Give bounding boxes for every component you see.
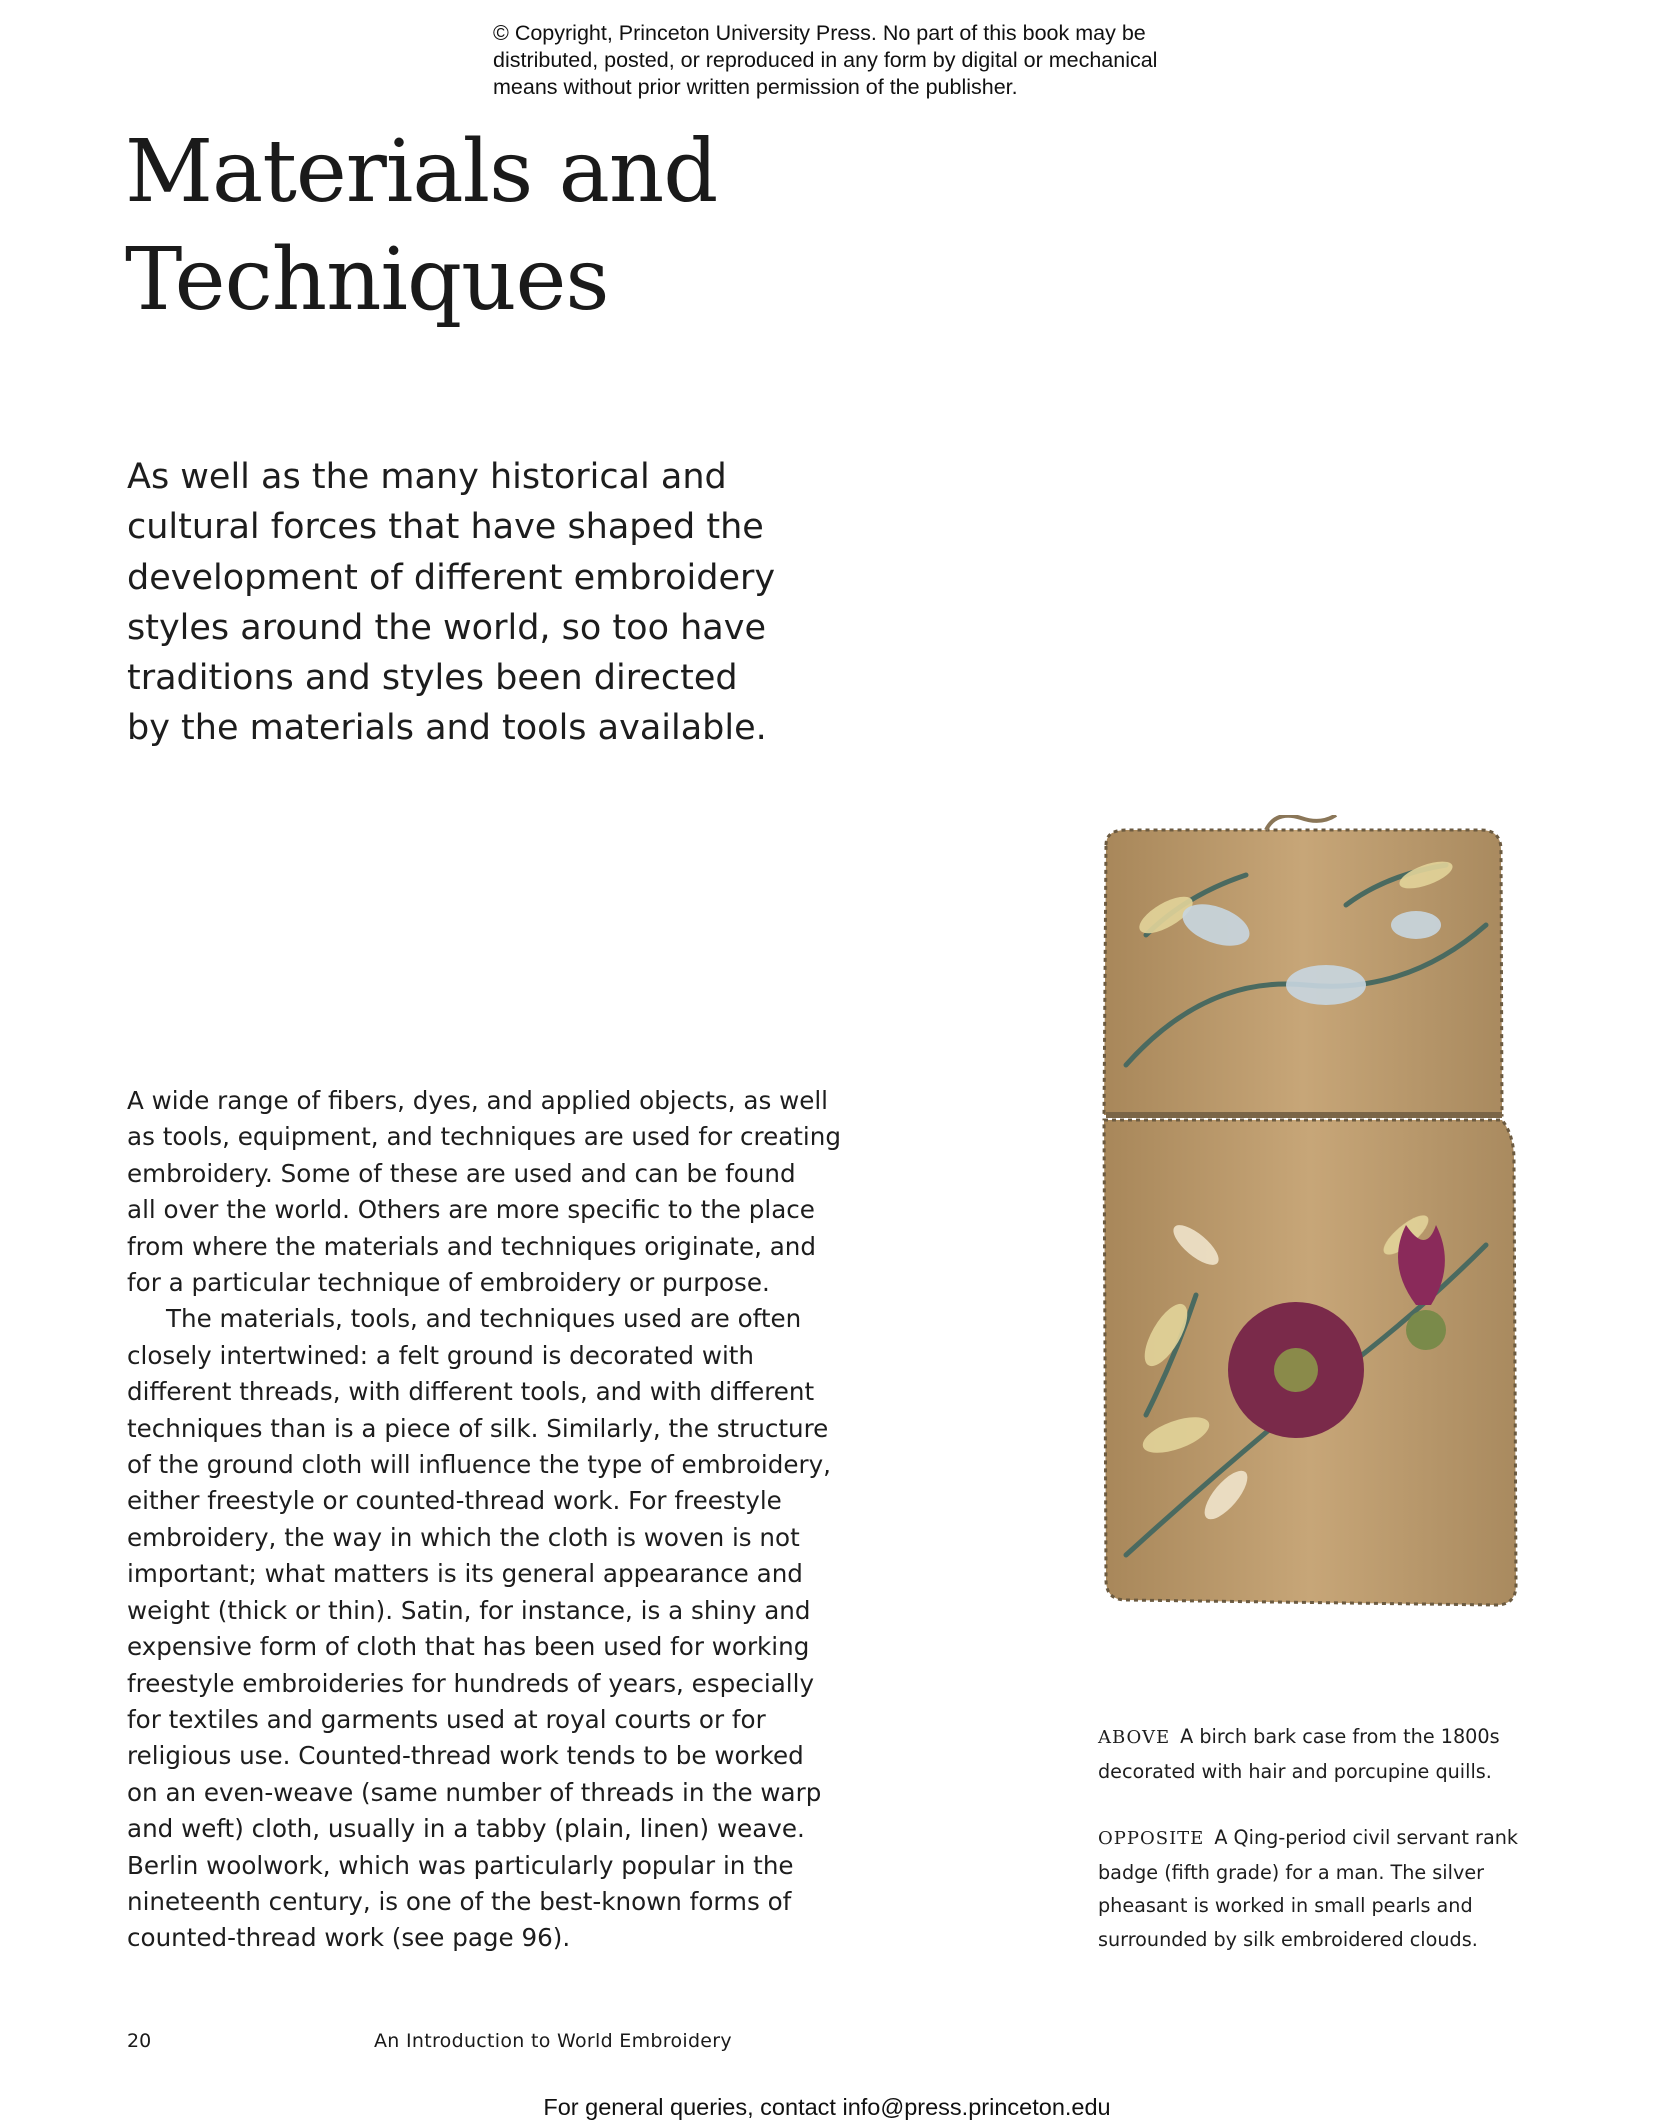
body-line: expensive form of cloth that has been used for working — [127, 1632, 810, 1662]
title-line: Techniques — [125, 230, 609, 330]
copyright-line: distributed, posted, or reproduced in any form by digital or mechanical — [493, 48, 1158, 72]
caption-line: A Qing-period civil servant rank — [1214, 1826, 1518, 1849]
body-line: different threads, with different tools, and with different — [127, 1377, 815, 1407]
lead-line: traditions and styles been directed — [127, 658, 738, 699]
body-line: embroidery, the way in which the cloth is woven is not — [127, 1522, 800, 1552]
caption-opposite — [1098, 1821, 1518, 1956]
caption-label: ABOVE — [1098, 1727, 1171, 1748]
body-text — [127, 1083, 841, 1957]
body-line: for textiles and garments used at royal courts or for — [127, 1704, 766, 1734]
body-line: counted-thread work (see page 96). — [127, 1923, 571, 1953]
copyright-line: © Copyright, Princeton University Press. No part of this book may be — [493, 21, 1146, 45]
title-line: Materials and — [125, 122, 718, 222]
contact-notice: For general queries, contact info@press.princeton.edu — [543, 2094, 1111, 2120]
body-line: all over the world. Others are more specific to the place — [127, 1195, 815, 1225]
lead-line: As well as the many historical and — [127, 457, 727, 497]
body-line: weight (thick or thin). Satin, for instance, is a shiny and — [127, 1595, 811, 1625]
caption-above — [1098, 1720, 1500, 1788]
body-line: either freestyle or counted-thread work. For freestyle — [127, 1486, 782, 1516]
body-line: Berlin woolwork, which was particularly popular in the — [127, 1850, 794, 1880]
body-line: from where the materials and techniques originate, and — [127, 1231, 816, 1261]
caption-line: decorated with hair and porcupine quills. — [1098, 1759, 1492, 1783]
body-line: nineteenth century, is one of the best-known forms of — [127, 1886, 792, 1916]
birch-bark-case-photo — [1086, 815, 1518, 1615]
body-line: A wide range of fibers, dyes, and applied objects, as well — [127, 1086, 828, 1115]
caption-line: surrounded by silk embroidered clouds. — [1098, 1927, 1478, 1951]
body-line: for a particular technique of embroidery or purpose. — [127, 1268, 770, 1298]
page-number: 20 — [127, 2030, 152, 2052]
chapter-title — [125, 118, 717, 334]
body-line: religious use. Counted-thread work tends to be worked — [127, 1741, 804, 1771]
lead-line: cultural forces that have shaped the — [127, 507, 764, 548]
lead-line: by the materials and tools available. — [127, 708, 767, 749]
caption-label: OPPOSITE — [1098, 1828, 1205, 1849]
body-line: embroidery. Some of these are used and can be found — [127, 1158, 796, 1188]
body-line: important; what matters is its general appearance and — [127, 1559, 803, 1589]
body-line: The materials, tools, and techniques used are often — [166, 1304, 802, 1334]
body-line: closely intertwined: a felt ground is decorated with — [127, 1340, 755, 1370]
running-head: An Introduction to World Embroidery — [374, 2030, 732, 2052]
lead-paragraph — [127, 452, 775, 754]
lead-line: development of different embroidery — [127, 557, 776, 598]
lead-line: styles around the world, so too have — [127, 607, 766, 648]
copyright-notice — [493, 20, 1157, 101]
body-line: as tools, equipment, and techniques are used for creating — [127, 1122, 841, 1152]
caption-line: badge (fifth grade) for a man. The silver — [1098, 1860, 1485, 1884]
caption-line: A birch bark case from the 1800s — [1180, 1725, 1500, 1748]
caption-line: pheasant is worked in small pearls and — [1098, 1894, 1473, 1917]
body-line: techniques than is a piece of silk. Similarly, the structure — [127, 1413, 829, 1443]
body-line: freestyle embroideries for hundreds of years, especially — [127, 1668, 815, 1698]
body-line: of the ground cloth will influence the type of embroidery, — [127, 1450, 831, 1480]
body-line: and weft) cloth, usually in a tabby (plain, linen) weave. — [127, 1814, 805, 1844]
copyright-line: means without prior written permission of the publisher. — [493, 75, 1018, 99]
body-line: on an even-weave (same number of threads in the warp — [127, 1777, 822, 1807]
